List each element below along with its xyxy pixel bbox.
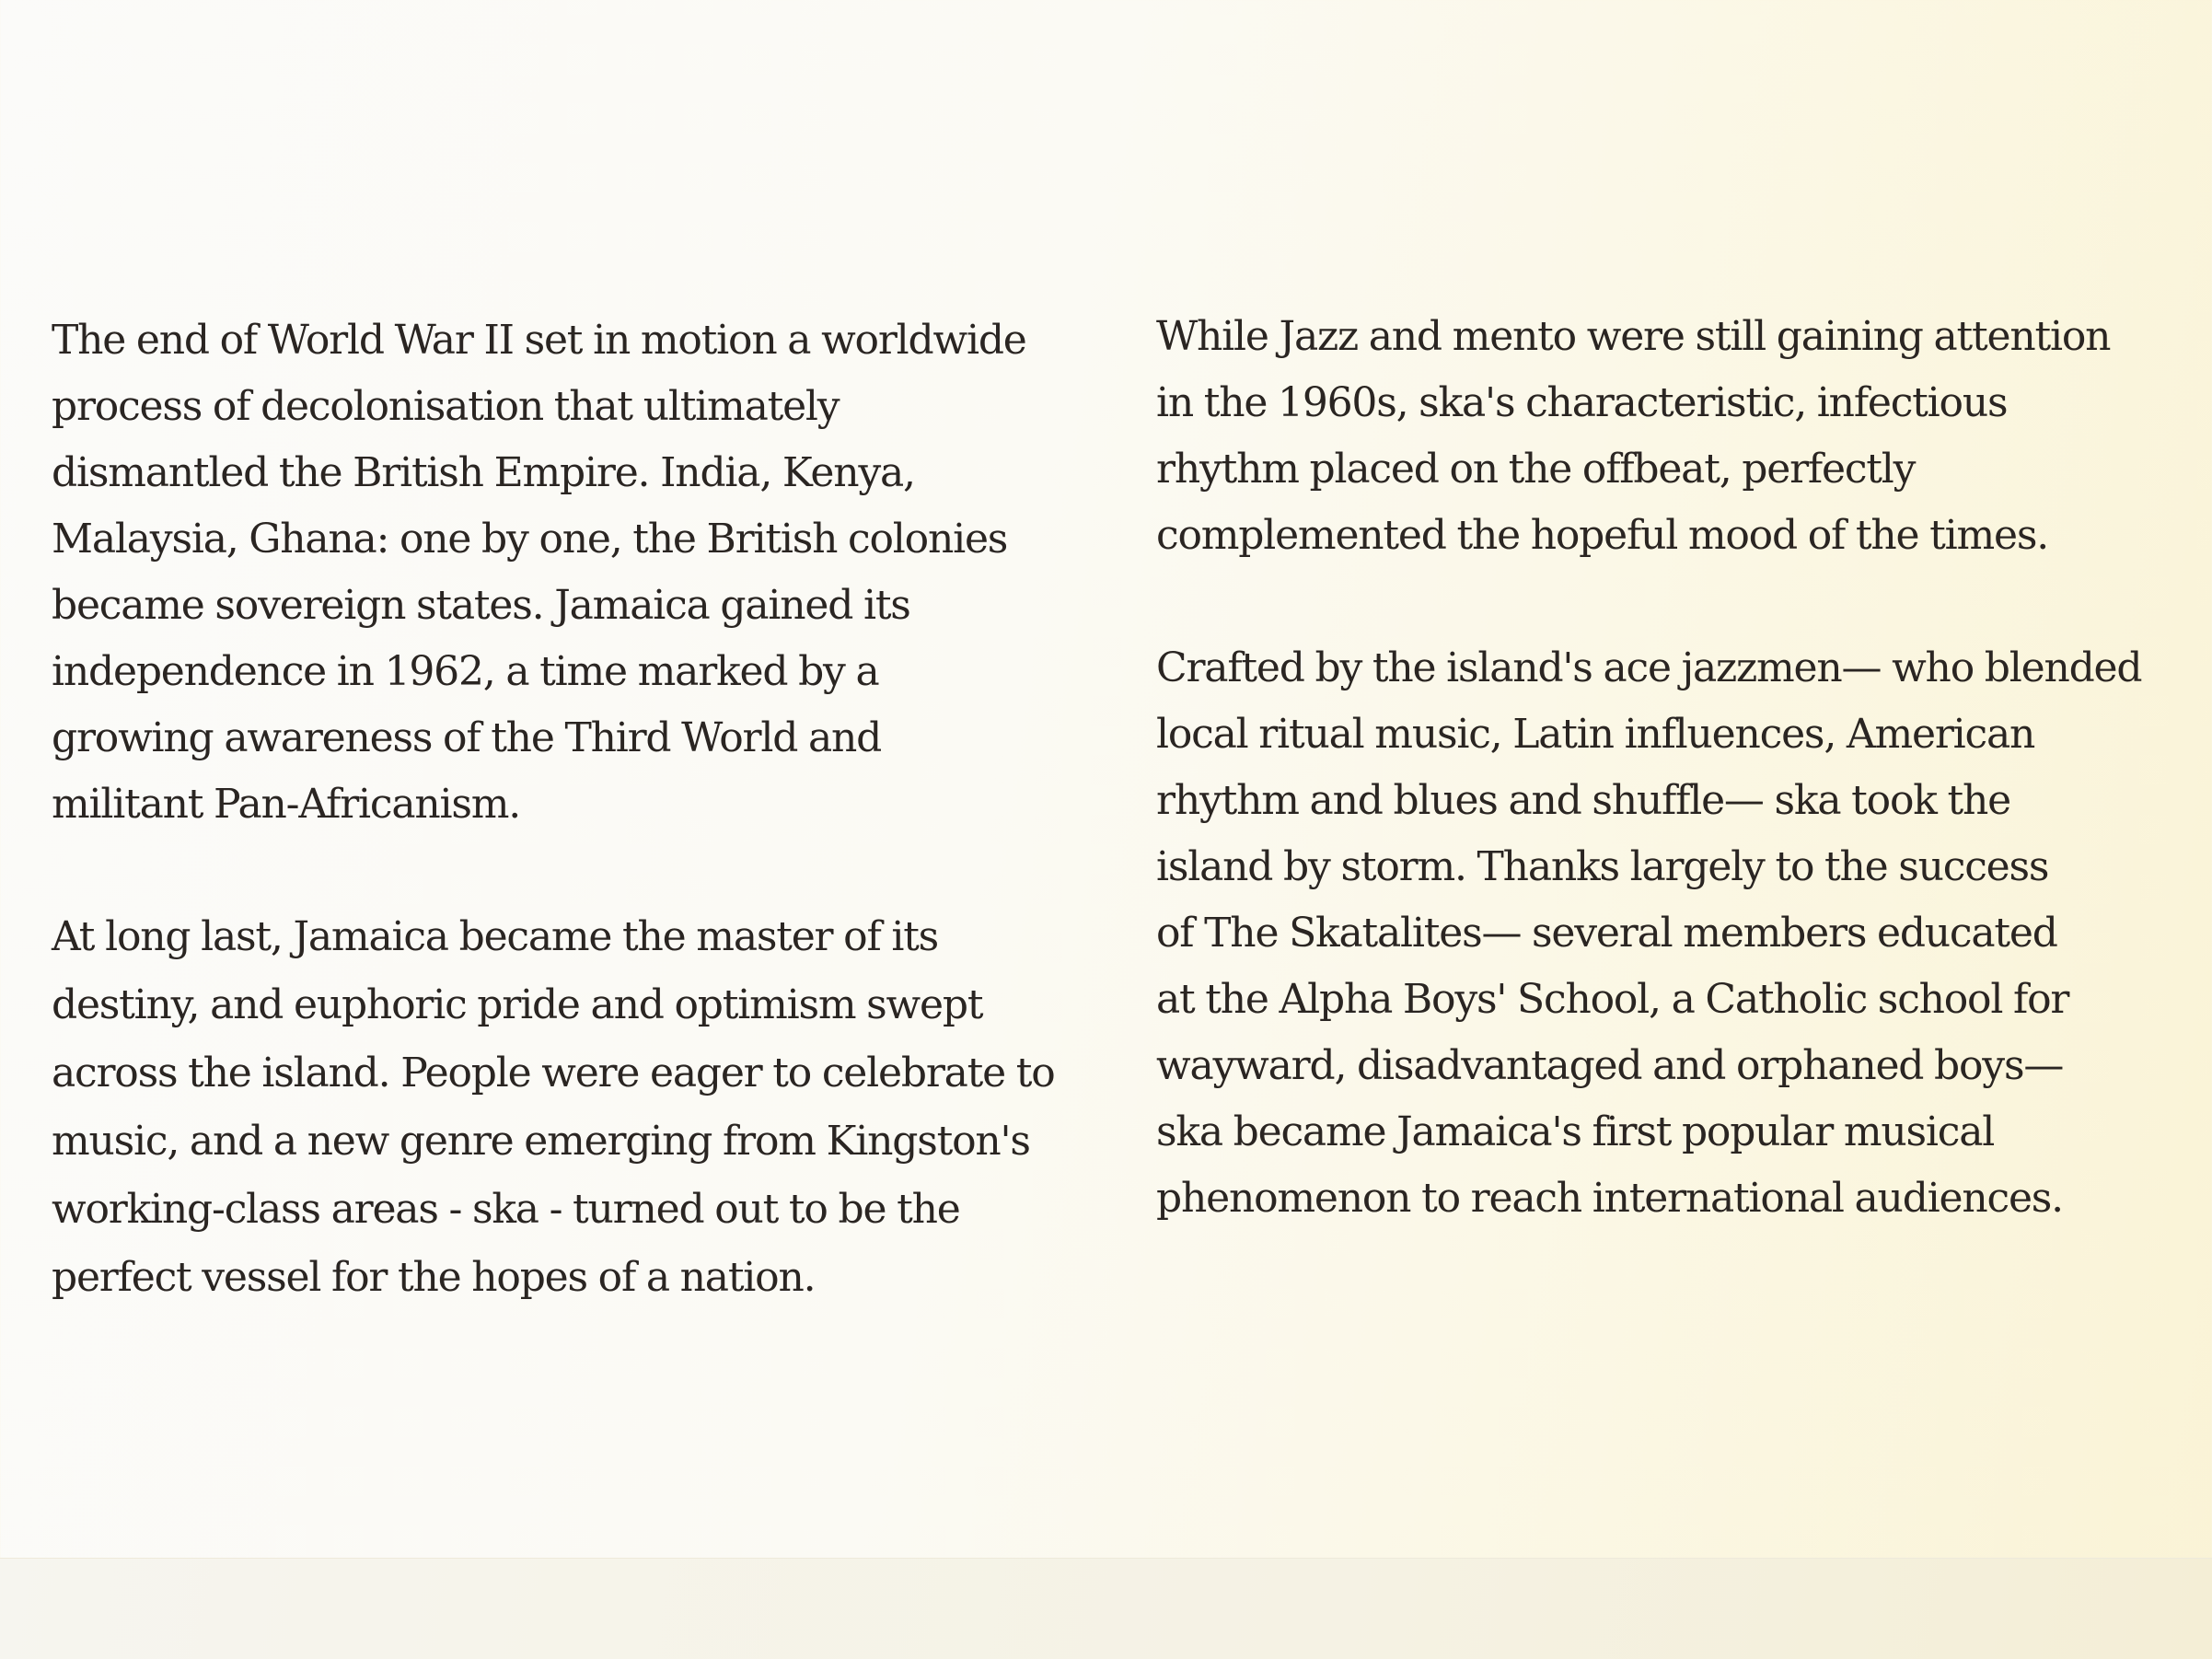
text-line: While Jazz and mento were still gaining attention [1156,313,2111,360]
text-line: ska became Jamaica's first popular musical [1156,1108,1995,1155]
text-line: Crafted by the island's ace jazzmen— who blended [1156,644,2142,691]
text-line: music, and a new genre emerging from Kingston's [52,1118,1030,1165]
text-line: growing awareness of the Third World and [52,714,882,761]
text-line: perfect vessel for the hopes of a nation. [52,1254,816,1301]
text-line: dismantled the British Empire. India, Kenya, [52,449,915,496]
text-line: independence in 1962, a time marked by a [52,648,879,695]
text-line: rhythm placed on the offbeat, perfectly [1156,446,1916,493]
text-line: phenomenon to reach international audiences. [1156,1175,2063,1222]
text-line: working-class areas - ska - turned out to be the [52,1186,960,1233]
text-line: destiny, and euphoric pride and optimism swept [52,981,983,1028]
text-line: of The Skatalites— several members educated [1156,910,2057,957]
text-line: Malaysia, Ghana: one by one, the British colonies [52,516,1008,563]
text-line: complemented the hopeful mood of the times. [1156,512,2049,559]
text-line: at the Alpha Boys' School, a Catholic school for [1156,976,2069,1023]
text-line: local ritual music, Latin influences, American [1156,711,2035,758]
text-line: The end of World War II set in motion a worldwide [52,317,1026,364]
panel-bottom-edge [0,1558,2212,1659]
text-line: process of decolonisation that ultimately [52,383,840,430]
text-line: rhythm and blues and shuffle— ska took the [1156,777,2010,824]
text-line: At long last, Jamaica became the master of its [52,913,939,960]
text-line: militant Pan-Africanism. [52,781,521,828]
text-line: across the island. People were eager to celebrate to [52,1050,1055,1096]
text-line: became sovereign states. Jamaica gained its [52,582,910,629]
text-line: in the 1960s, ska's characteristic, infectious [1156,379,2008,426]
text-line: island by storm. Thanks largely to the success [1156,843,2049,890]
text-line: wayward, disadvantaged and orphaned boys— [1156,1042,2064,1089]
